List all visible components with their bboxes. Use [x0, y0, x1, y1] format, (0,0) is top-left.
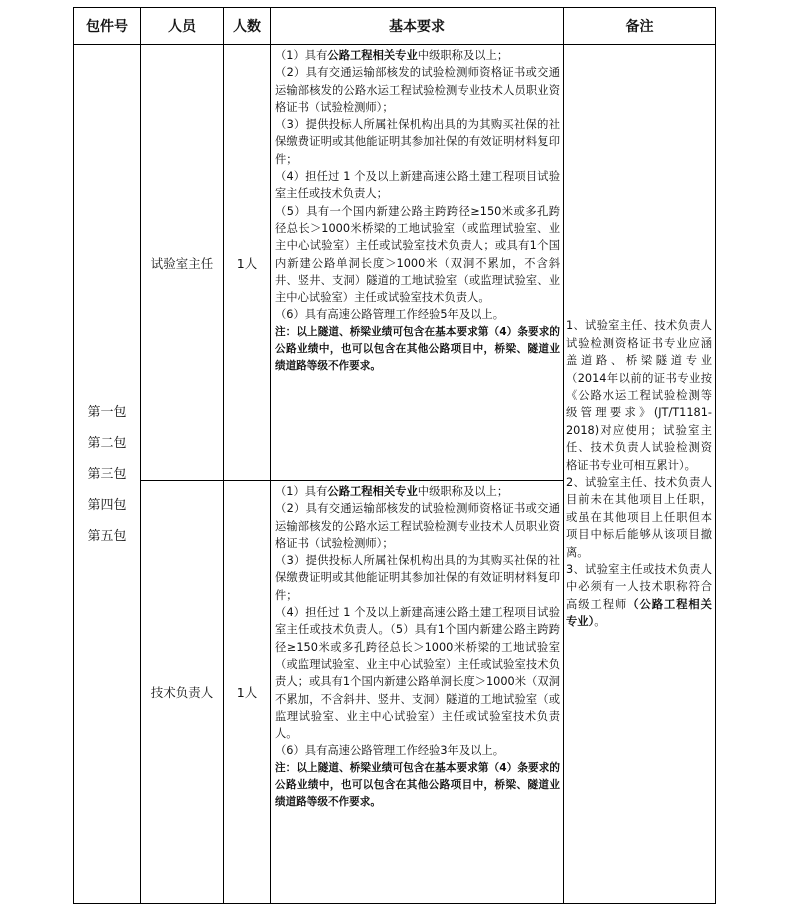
requirements-lab-director [271, 45, 564, 481]
package-item: 第一包 [87, 404, 127, 420]
requirements-technical-lead [271, 481, 564, 904]
header-requirements: 基本要求 [271, 8, 564, 45]
requirement-item: （1）具有公路工程相关专业中级职称及以上； [275, 49, 509, 62]
count-lab-director: 1人 [224, 45, 271, 481]
requirement-item: （5）具有一个国内新建公路主跨跨径≥150米或多孔跨径总长＞1000米桥梁的工地试验室（或监理试验室、业主中心试验室）主任或试验室技术负责人；或具有1个国内新建公路单洞长度＞1000米（双洞不累加，不含斜井、竖井、支洞）隧道的工地试验室（或监理试验室、业主中心试验室）主任或试验室技术负责人。 [275, 204, 560, 305]
remark-item: 2、试验室主任、技术负责人目前未在其他项目上任职，或虽在其他项目上任职但本项目中标后能够从该项目撤离。 [566, 476, 712, 559]
requirement-item: （3）提供投标人所属社保机构出具的为其购买社保的社保缴费证明或其他能证明其参加社保的有效证明材料复印件； [275, 554, 560, 602]
requirement-item: （2）具有交通运输部核发的试验检测师资格证书或交通运输部核发的公路水运工程试验检测专业技术人员职业资格证书（试验检测师）； [275, 66, 560, 114]
package-item: 第二包 [87, 435, 127, 451]
remark-item: 1、试验室主任、技术负责人试验检测资格证书专业应涵盖道路、桥梁隧道专业（2014年以前的证书专业按《公路水运工程试验检测等级管理要求》(JT/T1181-2018)对应使用；试验室主任、技术负责人试验检测资格证书专业可相互累计）。 [566, 319, 712, 472]
header-personnel: 人员 [141, 8, 224, 45]
requirement-item: （6）具有高速公路管理工作经验5年及以上。 [275, 308, 505, 322]
header-package-no: 包件号 [74, 8, 141, 45]
header-count: 人数 [224, 8, 271, 45]
requirement-item: （6）具有高速公路管理工作经验3年及以上。 [275, 744, 505, 758]
package-item: 第五包 [87, 528, 127, 544]
requirement-item: （3）提供投标人所属社保机构出具的为其购买社保的社保缴费证明或其他能证明其参加社保的有效证明材料复印件； [275, 118, 560, 166]
package-item: 第三包 [87, 466, 127, 482]
count-technical-lead: 1人 [224, 481, 271, 904]
requirement-item: （2）具有交通运输部核发的试验检测师资格证书或交通运输部核发的公路水运工程试验检测专业技术人员职业资格证书（试验检测师）； [275, 502, 560, 550]
remark-item: 3、试验室主任或技术负责人中必须有一人技术职称符合高级工程师（公路工程相关专业）。 [566, 563, 712, 629]
requirement-item: （4）担任过 1 个及以上新建高速公路土建工程项目试验室主任或技术负责人。（5）具有1个国内新建公路主跨跨径≥150米或多孔跨径总长＞1000米桥梁的工地试验室（或监理试验室、业主中心试验室）主任或试验室技术负责人；或具有1个国内新建公路单洞长度＞1000米（双洞不累加，不含斜井、竖井、支洞）隧道的工地试验室（或监理试验室、业主中心试验室）主任或试验室技术负责人。 [275, 606, 560, 741]
personnel-requirements-table [73, 7, 716, 904]
table-row [74, 45, 716, 481]
role-lab-director: 试验室主任 [141, 45, 224, 481]
requirement-note: 注：以上隧道、桥梁业绩可包含在基本要求第（4）条要求的公路业绩中，也可以包含在其他公路项目中，桥梁、隧道业绩道路等级不作要求。 [275, 325, 560, 373]
package-item: 第四包 [87, 497, 127, 513]
header-remarks: 备注 [564, 8, 716, 45]
role-technical-lead: 技术负责人 [141, 481, 224, 904]
requirement-item: （1）具有公路工程相关专业中级职称及以上； [275, 485, 509, 498]
table-header-row [74, 8, 716, 45]
requirement-note: 注：以上隧道、桥梁业绩可包含在基本要求第（4）条要求的公路业绩中，也可以包含在其他公路项目中，桥梁、隧道业绩道路等级不作要求。 [275, 761, 560, 809]
package-list-cell [74, 45, 141, 904]
requirement-item: （4）担任过 1 个及以上新建高速公路土建工程项目试验室主任或技术负责人； [275, 170, 560, 201]
remarks-cell [564, 45, 716, 904]
